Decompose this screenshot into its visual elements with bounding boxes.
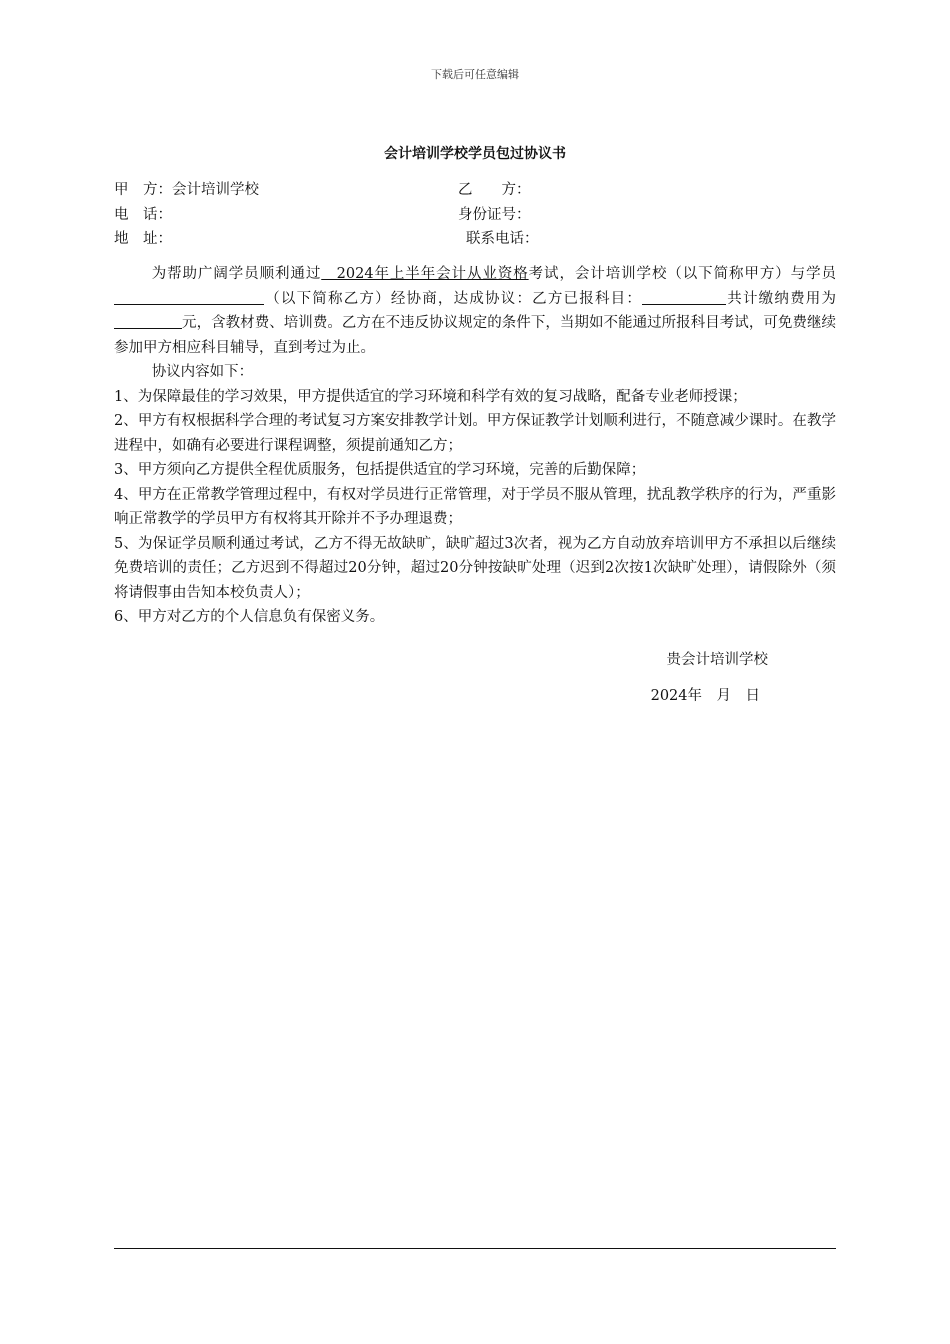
- clause-6: 6、甲方对乙方的个人信息负有保密义务。: [114, 609, 385, 625]
- signature-date: 2024年 月 日: [650, 688, 760, 704]
- parties-info: [114, 178, 834, 252]
- info-row-address: [114, 227, 834, 252]
- clause-5: 5、为保证学员顺利通过考试，乙方不得无故缺旷，缺旷超过3次者，视为乙方自动放弃培训甲方不承担以后继续免费培训的责任；乙方迟到不得超过20分钟，超过20分钟按缺旷处理（迟到2次按1次缺旷处理），请假除外（须将请假事由告知本校负责人）；: [114, 535, 836, 601]
- intro-paragraph: [114, 262, 836, 360]
- signature-org: 贵会计培训学校: [666, 652, 768, 668]
- intro-text-a: 为帮助广阔学员顺利通过: [151, 266, 322, 282]
- subject-blank: [642, 289, 726, 305]
- clause-3: 3、甲方须向乙方提供全程优质服务，包括提供适宜的学习环境，完善的后勤保障；: [114, 462, 646, 478]
- document-title: 会计培训学校学员包过协议书: [384, 146, 566, 162]
- party-b-name: 乙 方：: [458, 182, 531, 198]
- clause-1: 1、为保障最佳的学习效果，甲方提供适宜的学习环境和科学有效的复习战略，配备专业老师授课；: [114, 388, 747, 405]
- header-note: 下载后可任意编辑: [431, 68, 519, 81]
- party-a-address: 地 址：: [114, 231, 172, 247]
- agreement-body: [114, 262, 836, 630]
- fee-blank: [114, 314, 182, 330]
- party-a-phone: 电 话：: [114, 206, 172, 223]
- intro-text-b: 考试，会计培训学校（以下简称甲方）与学员: [528, 266, 836, 282]
- clause-4: 4、甲方在正常教学管理过程中，有权对学员进行正常管理，对于学员不服从管理，扰乱教学秩序的行为，严重影响正常教学的学员甲方有权将其开除并不予办理退费；: [114, 486, 836, 527]
- party-b-phone: 联系电话：: [466, 231, 539, 247]
- intro-text-c: （以下简称乙方）经协商，达成协议：乙方已报科目：: [264, 290, 643, 307]
- intro-text-d: 共计缴纳费用为: [726, 290, 836, 307]
- intro-text-e: 元，含教材费、培训费。乙方在不违反协议规定的条件下，当期如不能通过所报科目考试，可免费继续参加甲方相应科目辅导，直到考过为止。: [114, 315, 836, 356]
- exam-name: 2024年上半年会计从业资格: [321, 266, 529, 282]
- party-a-name: 甲 方：会计培训学校: [114, 182, 259, 198]
- party-b-id-number: 身份证号：: [458, 206, 531, 223]
- clauses-heading: 协议内容如下：: [151, 364, 254, 380]
- info-row-phone: [114, 203, 834, 228]
- footer-divider: [114, 1248, 836, 1249]
- clause-2: 2、甲方有权根据科学合理的考试复习方案安排教学计划。甲方保证教学计划顺利进行，不随意减少课时。在教学进程中，如确有必要进行课程调整，须提前通知乙方；: [114, 413, 836, 454]
- student-name-blank: [114, 289, 264, 305]
- info-row-name: [114, 178, 834, 203]
